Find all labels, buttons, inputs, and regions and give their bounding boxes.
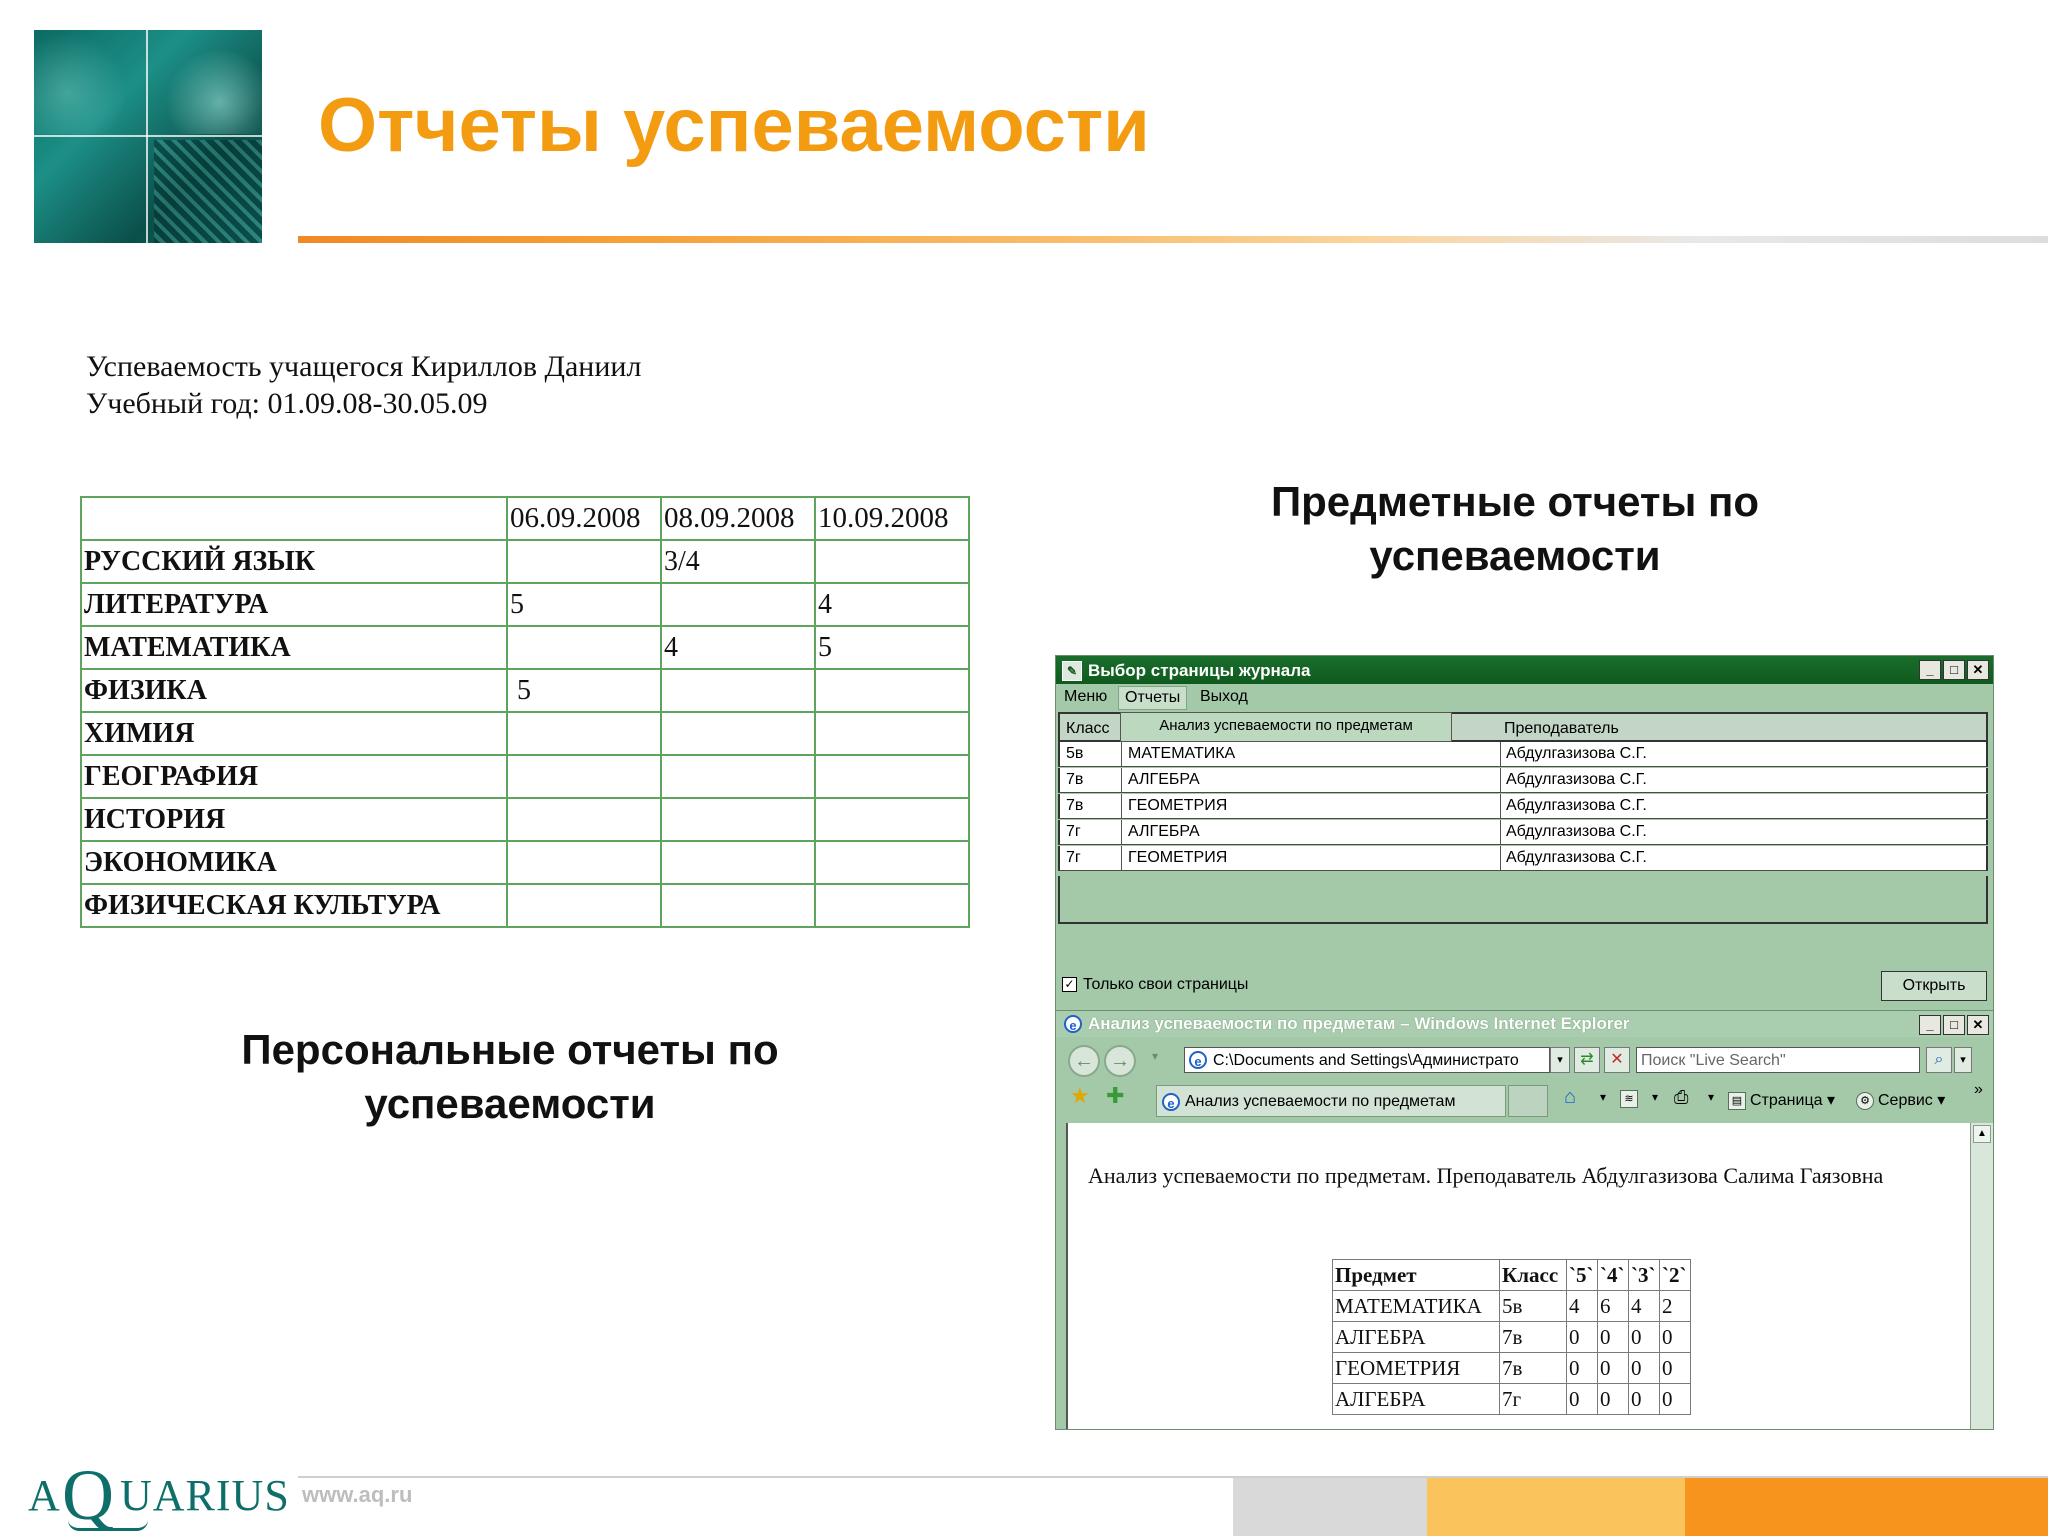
mark-cell — [661, 712, 815, 755]
count-cell: 0 — [1629, 1322, 1660, 1353]
count-cell: 0 — [1629, 1384, 1660, 1415]
mark-cell — [661, 583, 815, 626]
subject-cell: МАТЕМАТИКА — [1128, 745, 1236, 762]
open-button[interactable]: Открыть — [1881, 971, 1987, 1001]
mark-cell: 5 — [507, 583, 661, 626]
ie-page-content — [1066, 1123, 1972, 1429]
class-cell: 7г — [1500, 1384, 1567, 1415]
list-item[interactable] — [1058, 768, 1988, 793]
app-window-icon: ✎ — [1062, 661, 1082, 681]
ie-window-title: Анализ успеваемости по предметам – Windows Internet Explorer — [1088, 1014, 1630, 1033]
journal-page-window — [1055, 655, 1994, 1012]
search-input[interactable]: Поиск "Live Search" — [1636, 1047, 1920, 1073]
count-cell: 0 — [1598, 1322, 1629, 1353]
tab-subject-analysis[interactable] — [1156, 1085, 1506, 1117]
grid-empty-area — [1058, 876, 1988, 924]
feeds-icon[interactable]: ≋ — [1620, 1090, 1642, 1108]
menu-item-exit[interactable]: Выход — [1200, 688, 1248, 705]
slide-title: Отчеты успеваемости — [318, 83, 1150, 168]
teacher-cell: Абдулгазизова С.Г. — [1506, 745, 1647, 762]
new-tab-button[interactable] — [1508, 1085, 1548, 1117]
subject-cell: ЭКОНОМИКА — [81, 841, 507, 884]
table-row — [81, 798, 969, 841]
back-button[interactable]: ← — [1068, 1045, 1100, 1077]
home-icon[interactable]: ⌂ — [1564, 1086, 1577, 1108]
subject-cell: ГЕОМЕТРИЯ — [1128, 849, 1228, 866]
subject-cell: ХИМИЯ — [81, 712, 507, 755]
table-row — [81, 583, 969, 626]
print-dropdown-icon[interactable]: ▾ — [1708, 1090, 1715, 1104]
page-menu-label: Страница — [1750, 1092, 1823, 1109]
ie-page-icon: e — [1189, 1051, 1207, 1069]
count-cell: 0 — [1660, 1353, 1691, 1384]
class-cell: 7в — [1066, 771, 1084, 788]
list-item[interactable] — [1058, 742, 1988, 767]
student-line: Успеваемость учащегося Кириллов Даниил — [86, 350, 642, 383]
mark-cell — [815, 712, 969, 755]
close-button[interactable]: ✕ — [1967, 660, 1989, 680]
mark-cell — [815, 755, 969, 798]
subject-cell: ЛИТЕРАТУРА — [81, 583, 507, 626]
address-bar[interactable] — [1184, 1047, 1550, 1073]
print-icon[interactable]: ⎙ — [1674, 1087, 1689, 1107]
table-row — [81, 755, 969, 798]
column-header-class: Класс — [1500, 1260, 1567, 1291]
refresh-icon[interactable]: ⇄ — [1574, 1047, 1600, 1073]
subject-cell: АЛГЕБРА — [1128, 823, 1200, 840]
mark-cell: 4 — [661, 626, 815, 669]
table-row — [1333, 1291, 1691, 1322]
class-cell: 7г — [1066, 849, 1081, 866]
menu-item-menu[interactable]: Меню — [1064, 688, 1108, 705]
add-favorites-icon[interactable]: ✚ — [1106, 1083, 1125, 1108]
mark-cell — [815, 841, 969, 884]
page-icon: ▤ — [1728, 1092, 1746, 1110]
subject-cell: МАТЕМАТИКА — [81, 626, 507, 669]
count-cell: 0 — [1567, 1322, 1598, 1353]
count-cell: 4 — [1629, 1291, 1660, 1322]
table-row — [1333, 1384, 1691, 1415]
mark-cell — [507, 841, 661, 884]
count-cell: 0 — [1567, 1384, 1598, 1415]
mark-cell — [507, 798, 661, 841]
column-header-mark-3: `3` — [1629, 1260, 1660, 1291]
menu-bar — [1056, 684, 1993, 710]
subject-cell: АЛГЕБРА — [1333, 1322, 1500, 1353]
personal-reports-caption: Персональные отчеты по успеваемости — [241, 1026, 779, 1127]
date-header: 10.09.2008 — [815, 497, 969, 540]
count-cell: 6 — [1598, 1291, 1629, 1322]
ie-tab-icon: e — [1162, 1093, 1180, 1111]
own-pages-checkbox[interactable] — [1062, 976, 1248, 994]
subject-analysis-table — [1332, 1259, 1691, 1415]
column-header-class[interactable]: Класс — [1066, 720, 1110, 737]
table-row — [1333, 1353, 1691, 1384]
mark-cell — [815, 798, 969, 841]
class-cell: 7в — [1500, 1322, 1567, 1353]
menu-item-reports[interactable]: Отчеты — [1118, 686, 1187, 710]
count-cell: 0 — [1660, 1384, 1691, 1415]
date-header: 08.09.2008 — [661, 497, 815, 540]
page-menu-button[interactable]: ▤ Страница ▾ — [1728, 1090, 1835, 1110]
count-cell: 4 — [1567, 1291, 1598, 1322]
table-row — [81, 626, 969, 669]
teacher-cell: Абдулгазизова С.Г. — [1506, 771, 1647, 788]
class-cell: 5в — [1500, 1291, 1567, 1322]
personal-grades-table — [80, 496, 970, 928]
checkmark-icon[interactable]: ✓ — [1062, 977, 1077, 992]
forward-button[interactable]: → — [1104, 1045, 1136, 1077]
subject-cell: МАТЕМАТИКА — [1333, 1291, 1500, 1322]
ie-navigation-bar — [1056, 1039, 1993, 1079]
search-icon[interactable]: ⌕ — [1926, 1047, 1952, 1073]
subject-cell: ИСТОРИЯ — [81, 798, 507, 841]
teacher-cell: Абдулгазизова С.Г. — [1506, 797, 1647, 814]
mark-cell — [661, 755, 815, 798]
own-pages-label: Только свои страницы — [1083, 976, 1249, 993]
maximize-button[interactable]: □ — [1943, 660, 1965, 680]
service-menu-button[interactable]: ⚙ Сервис ▾ — [1856, 1090, 1945, 1110]
minimize-button[interactable]: _ — [1919, 660, 1941, 680]
class-cell: 7г — [1066, 823, 1081, 840]
mark-cell: 5 — [507, 669, 661, 712]
window-title: Выбор страницы журнала — [1088, 661, 1311, 680]
count-cell: 0 — [1660, 1322, 1691, 1353]
class-cell: 7в — [1066, 797, 1084, 814]
logo-wave-icon — [68, 1520, 148, 1531]
mark-cell — [815, 540, 969, 583]
column-header-mark-4: `4` — [1598, 1260, 1629, 1291]
list-item[interactable] — [1058, 846, 1988, 871]
count-cell: 0 — [1598, 1384, 1629, 1415]
table-row — [81, 540, 969, 583]
feeds-dropdown-icon[interactable]: ▾ — [1652, 1090, 1659, 1104]
subject-cell: ГЕОМЕТРИЯ — [1128, 797, 1228, 814]
ie-titlebar[interactable] — [1056, 1011, 1993, 1037]
title-underline — [298, 236, 2048, 243]
analysis-heading: Анализ успеваемости по предметам. Преподаватель Абдулгазизова Салима Гаязовна — [1088, 1163, 1884, 1188]
table-row — [81, 669, 969, 712]
subject-cell: ФИЗИКА — [81, 669, 507, 712]
gear-icon: ⚙ — [1856, 1092, 1874, 1110]
ie-command-bar — [1056, 1081, 1993, 1119]
table-row — [81, 841, 969, 884]
column-header-subject: Предмет — [1333, 1260, 1500, 1291]
vertical-scrollbar[interactable] — [1970, 1123, 1993, 1429]
header-logo-image — [34, 30, 262, 243]
column-header-mark-5: `5` — [1567, 1260, 1598, 1291]
count-cell: 2 — [1660, 1291, 1691, 1322]
ie-maximize-button[interactable]: □ — [1943, 1015, 1965, 1035]
count-cell: 0 — [1598, 1353, 1629, 1384]
column-header-mark-2: `2` — [1660, 1260, 1691, 1291]
mark-cell — [507, 884, 661, 927]
subject-cell: АЛГЕБРА — [1128, 771, 1200, 788]
mark-cell — [507, 626, 661, 669]
table-header-row — [1333, 1260, 1691, 1291]
subject-cell: ГЕОГРАФИЯ — [81, 755, 507, 798]
window-titlebar[interactable] — [1056, 656, 1993, 684]
menu-item-subject-analysis[interactable]: Анализ успеваемости по предметам — [1120, 712, 1452, 742]
search-options-icon[interactable]: ▾ — [1954, 1047, 1972, 1073]
mark-cell: 4 — [815, 583, 969, 626]
scroll-up-icon[interactable]: ▲ — [1973, 1125, 1991, 1143]
home-dropdown-icon[interactable]: ▾ — [1600, 1090, 1607, 1104]
subject-cell: ГЕОМЕТРИЯ — [1333, 1353, 1500, 1384]
class-cell: 7в — [1500, 1353, 1567, 1384]
footer-bar-grey — [1233, 1478, 1427, 1536]
list-item[interactable] — [1058, 794, 1988, 819]
stop-icon[interactable]: ✕ — [1604, 1047, 1630, 1073]
ie-icon: e — [1064, 1015, 1082, 1033]
address-dropdown-button[interactable]: ▾ — [1550, 1047, 1570, 1073]
subject-cell: РУССКИЙ ЯЗЫК — [81, 540, 507, 583]
count-cell: 0 — [1567, 1353, 1598, 1384]
address-text: C:\Documents and Settings\Администрато — [1213, 1052, 1519, 1069]
subject-cell: ФИЗИЧЕСКАЯ КУЛЬТУРА — [81, 884, 507, 927]
mark-cell: 3/4 — [661, 540, 815, 583]
table-header-empty — [81, 497, 507, 540]
school-year-line: Учебный год: 01.09.08-30.05.09 — [86, 387, 488, 420]
teacher-cell: Абдулгазизова С.Г. — [1506, 823, 1647, 840]
mark-cell — [661, 841, 815, 884]
mark-cell — [815, 669, 969, 712]
footer-bar-orange — [1685, 1478, 2048, 1536]
list-item[interactable] — [1058, 820, 1988, 845]
favorites-star-icon[interactable]: ★ — [1070, 1083, 1090, 1108]
mark-cell — [507, 712, 661, 755]
table-row — [81, 712, 969, 755]
mark-cell: 5 — [815, 626, 969, 669]
ie-close-button[interactable]: ✕ — [1967, 1015, 1989, 1035]
date-header: 06.09.2008 — [507, 497, 661, 540]
ie-minimize-button[interactable]: _ — [1919, 1015, 1941, 1035]
teacher-cell: Абдулгазизова С.Г. — [1506, 849, 1647, 866]
count-cell: 0 — [1629, 1353, 1660, 1384]
subject-cell: АЛГЕБРА — [1333, 1384, 1500, 1415]
class-cell: 5в — [1066, 745, 1084, 762]
mark-cell — [661, 798, 815, 841]
table-header-row — [81, 497, 969, 540]
footer-bar-light-orange — [1427, 1478, 1685, 1536]
column-header-teacher[interactable]: Преподаватель — [1504, 720, 1619, 737]
mark-cell — [661, 669, 815, 712]
table-row — [1333, 1322, 1691, 1353]
footer-url: www.aq.ru — [302, 1482, 413, 1507]
toolbar-overflow-icon[interactable]: » — [1974, 1081, 1983, 1098]
mark-cell — [815, 884, 969, 927]
service-menu-label: Сервис — [1878, 1092, 1933, 1109]
subject-reports-caption: Предметные отчеты по успеваемости — [1270, 478, 1760, 579]
mark-cell — [507, 540, 661, 583]
mark-cell — [507, 755, 661, 798]
ie-browser-window — [1055, 1010, 1994, 1430]
journal-pages-grid — [1058, 712, 1988, 924]
table-row — [81, 884, 969, 927]
recent-pages-dropdown-icon[interactable]: ▾ — [1152, 1049, 1159, 1063]
mark-cell — [661, 884, 815, 927]
tab-title: Анализ успеваемости по предметам — [1185, 1093, 1456, 1110]
